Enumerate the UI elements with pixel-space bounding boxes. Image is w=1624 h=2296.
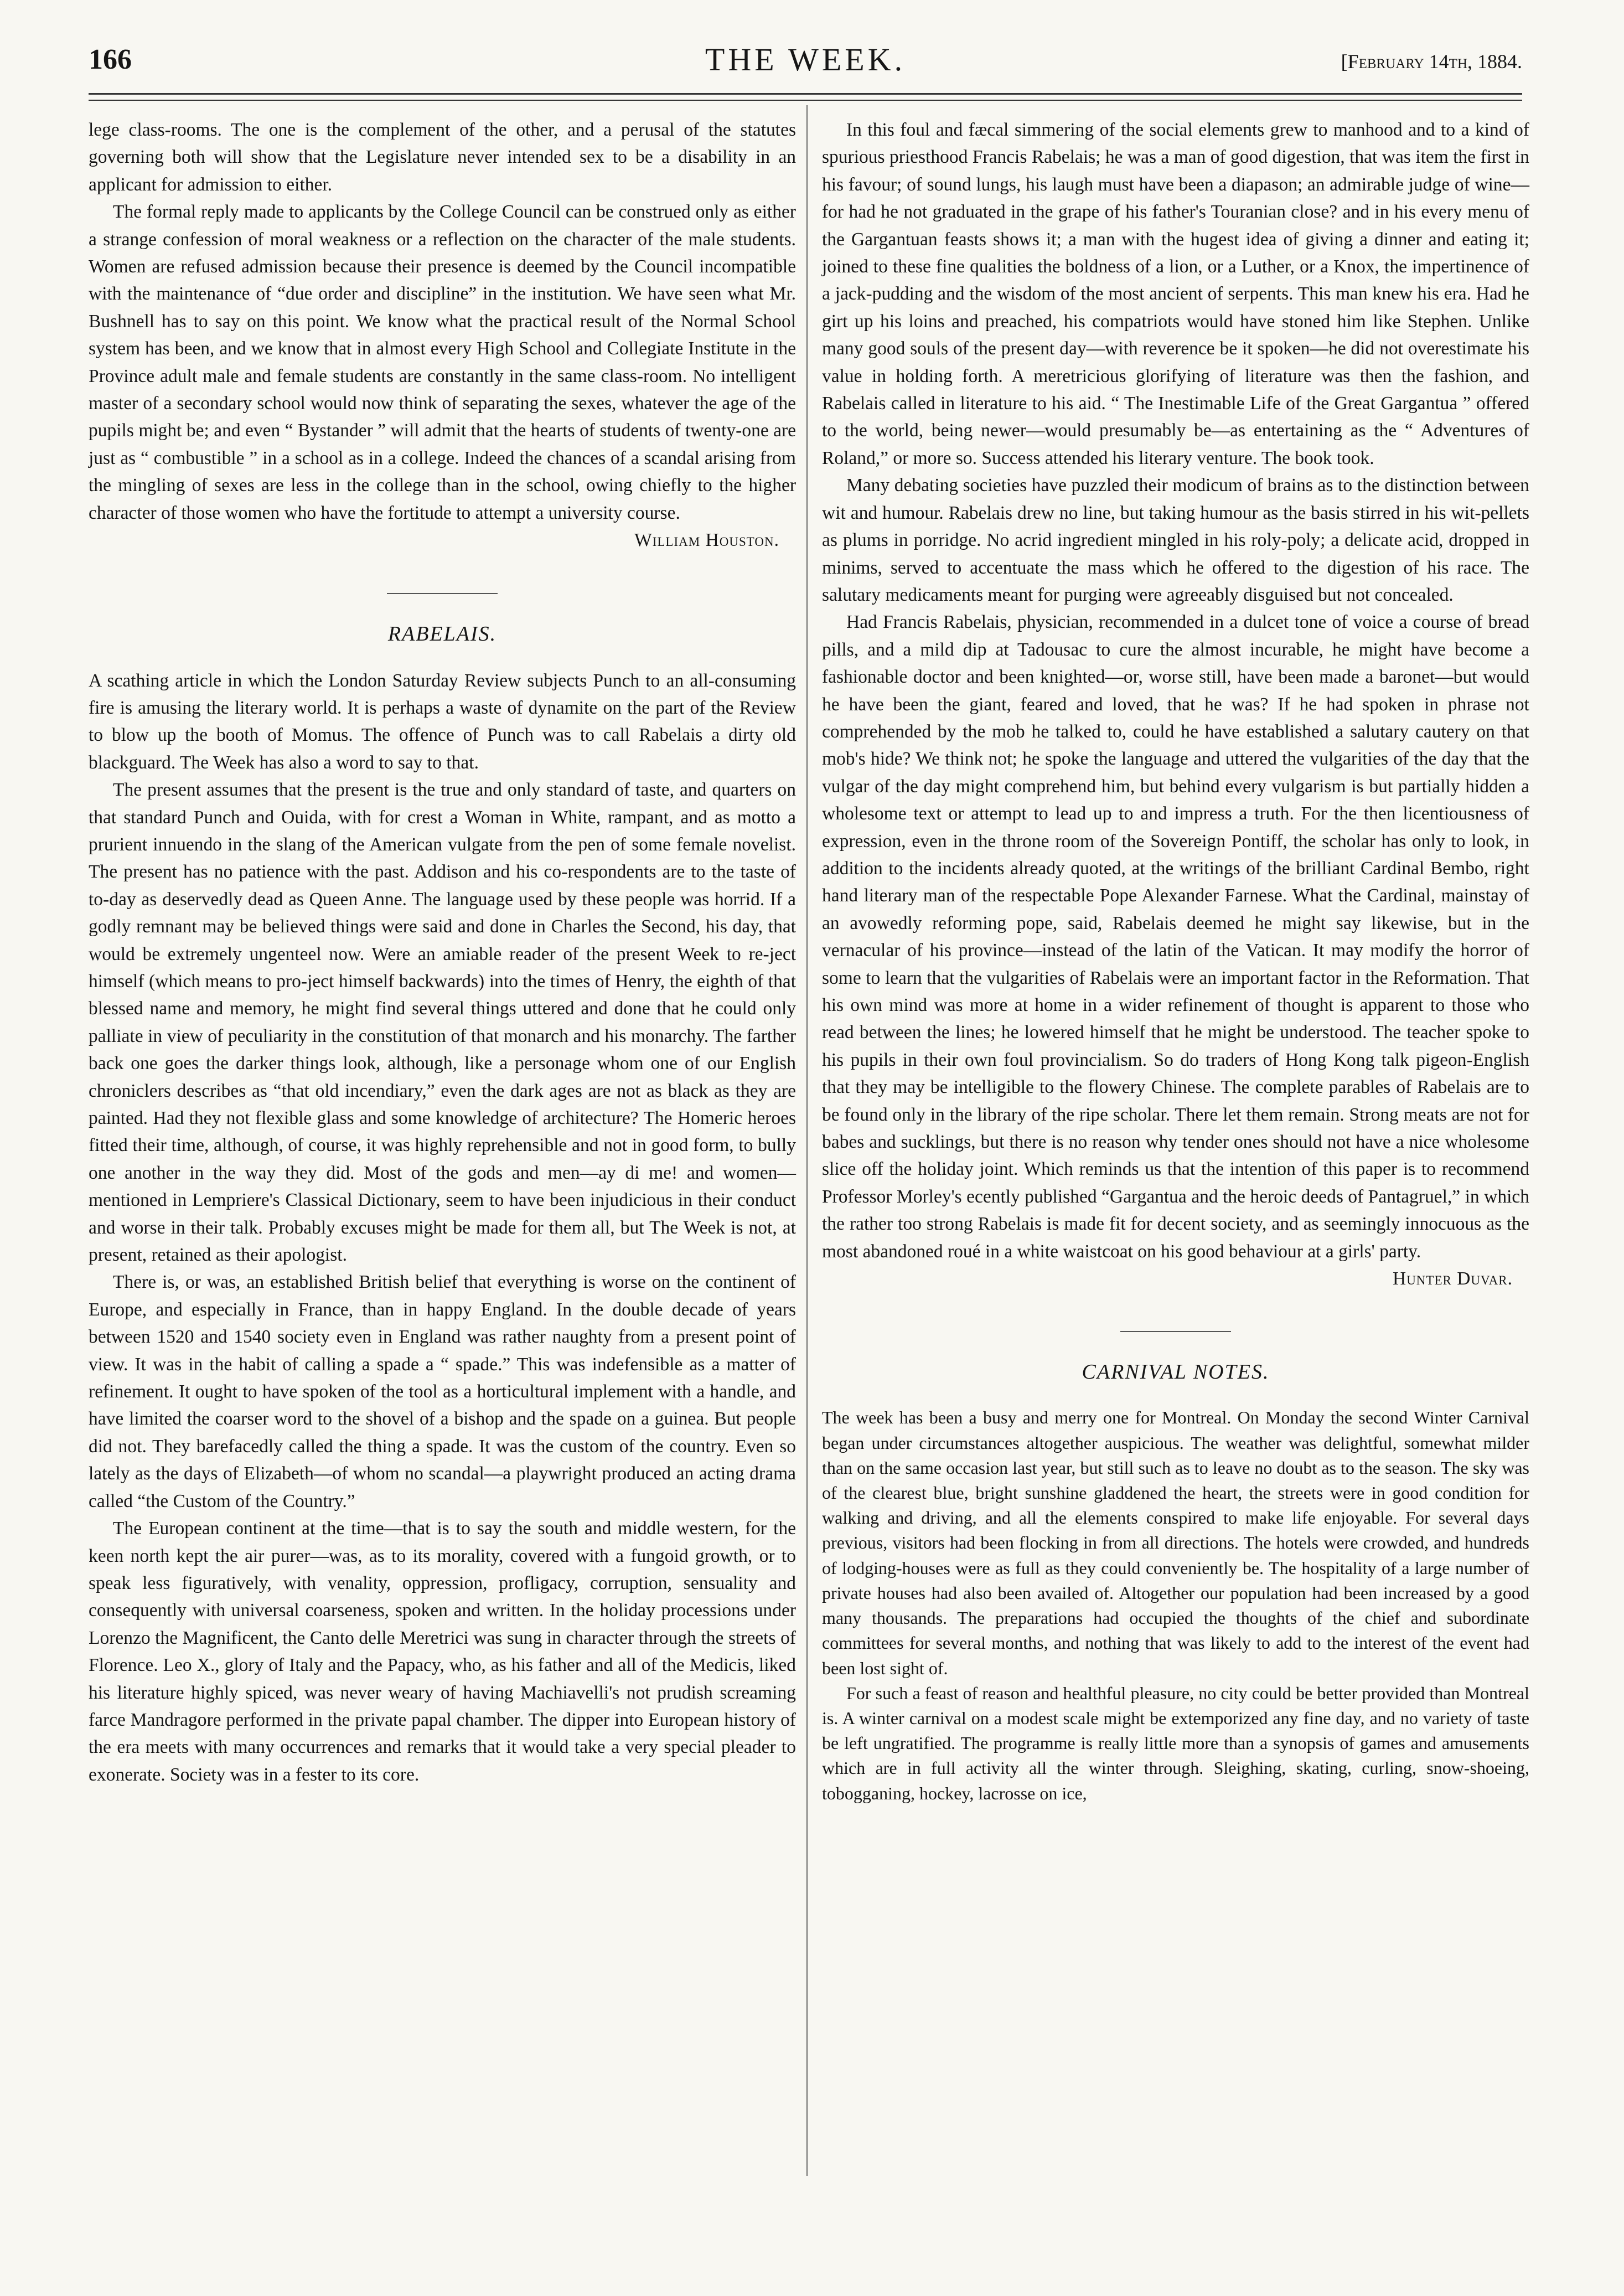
carnival-article-body [822,1405,1529,1805]
masthead-title: THE WEEK. [705,42,906,78]
section-separator [1120,1331,1231,1332]
rabelais-paragraph: In this foul and fæcal simmering of the social elements grew to manhood and to a kind of spurious priesthood Francis Rabelais; he was a man of good digestion, that was item the first in his favour; of sound lungs, his laugh must have been a diapason; an admirable judge of wine—for had he not graduated in the grape of his father's Touranian close? and in his every menu of the Gargantuan feasts shows it; a man with the hugest idea of giving a dinner and eating it; joined to these fine qualities the boldness of a lion, or a Luther, or a Knox, the impertinence of a jack-pudding and the wisdom of the most ancient of serpents. This man knew his era. Had he girt up his loins and preached, his compatriots would have stoned him like Stephen. Unlike many good souls of the present day—with reverence be it spoken—he did not overestimate his value in holding forth. A meretricious glorifying of literature was then the fashion, and Rabelais called in literature to his aid. “ The Inestimable Life of the Great Gargantua ” offered to the world, being newer—would presumably be—as entertaining as the “ Adventures of Roland,” or more so. Success attended his literary venture. The book took. [822,120,1529,468]
article-continuation-paragraph: lege class-rooms. The one is the complement of the other, and a perusal of the statutes governing both will show that the Legislature never intended sex to be a disability in an applicant for admission to either. [89,120,796,195]
issue-date: [February 14th, 1884. [1341,50,1522,73]
rabelais-paragraph: Many debating societies have puzzled their modicum of brains as to the distinction between wit and humour. Rabelais drew no line, but taking humour as the basis stirred in his wit-pellets as plums in porridge. No acrid ingredient mingled in his roly-poly; a delicate acid, dropped in minims, served to accentuate the mass which he offered to the digestion of his race. The salutary medicaments meant for purging were agreeably disguised but not concealed. [822,475,1529,605]
author-signature: William Houston. [634,530,779,551]
column-divider [806,105,808,2176]
author-signature: Hunter Duvar. [1393,1268,1513,1289]
signature-line [822,1265,1529,1292]
rabelais-paragraph: The present assumes that the present is the true and only standard of taste, and quarters on that standard Punch and Ouida, with for crest a Woman in White, rampant, and as motto a prurient innuendo in the slang of the American vulgate from the pen of some female novelist. The present has no patience with the past. Addison and his co-respondents are to the taste of to-day as deservedly dead as Queen Anne. The language used by these people was horrid. If a godly remnant may be believed things were said and done in Charles the Second, his day, that would be extremely ungenteel now. Were an amiable reader of the present Week to re-ject himself (which means to pro-ject himself backwards) into the times of Henry, the eighth of that blessed name and memory, he might find several things uttered and done that he could only palliate in view of peculiarity in the constitution of that monarch and his monarchy. The farther back one goes the darker things look, although, like a personage whom one of our English chroniclers describes as “that old incendiary,” even the dark ages are not as black as they are painted. Had they not flexible glass and some knowledge of architecture? The Homeric heroes fitted their time, although, of course, it was highly reprehensible and not in good form, to bully one another in the way they did. Most of the gods and men—ay di me! and women—mentioned in Lempriere's Classical Dictionary, seem to have been injudicious in their conduct and worse in their talk. Probably excuses might be made for them all, but The Week is not, at present, retained as their apologist. [89,780,796,1266]
rabelais-paragraph: The European continent at the time—that is to say the south and middle western, for the keen north kept the air purer—was, as to its morality, covered with a fungoid growth, or to speak less figuratively, with venality, oppression, profligacy, corruption, sensuality and consequently with universal coarseness, spoken and written. In the holiday processions under Lorenzo the Magnificent, the Canto delle Meretrici was sung in character through the streets of Florence. Leo X., glory of Italy and the Papacy, who, as his father and all of the Medicis, liked his literature highly spiced, was never weary of having Machiavelli's not prudish screaming farce Mandragore performed in the private papal chamber. The dipper into European history of the era meets with many occurrences and remarks that it would take a very special pleader to exonerate. Society was in a fester to its core. [89,1518,796,1785]
rabelais-paragraph: There is, or was, an established British belief that everything is worse on the continent of Europe, and especially in France, than in happy England. In the double decade of years between 1520 and 1540 society even in England was rather naughty from a present point of view. It was in the habit of calling a spade a “ spade.” This was indefensible as a matter of refinement. It ought to have spoken of the tool as a horticultural implement with a handle, and have limited the coarser word to the shovel of a bishop and the spade on a guinea. But people did not. They barefacedly called the thing a spade. It was the custom of the country. Even so lately as the days of Elizabeth—of whom no scandal—a playwright produced an acting drama called “the Custom of the Country.” [89,1272,796,1511]
right-column [822,116,1529,1806]
page-header [89,43,1522,82]
signature-line [89,527,796,554]
rabelais-paragraph: A scathing article in which the London Saturday Review subjects Punch to an all-consuming fire is amusing the literary world. It is perhaps a waste of dynamite on the part of the Review to blow up the booth of Momus. The offence of Punch was to call Rabelais a dirty old blackguard. The Week has also a word to say to that. [89,670,796,773]
carnival-paragraph: For such a feast of reason and healthful pleasure, no city could be better provided than Montreal is. A winter carnival on a modest scale might be extemporized any fine day, and no variety of taste be left ungratified. The programme is really little more than a synopsis of games and amusements which are in full activity all the winter through. Sleighing, skating, curling, snow-shoeing, tobogganing, hockey, lacrosse on ice, [822,1683,1529,1803]
header-rule [89,93,1522,101]
left-column [89,116,796,1788]
article-title-carnival: CARNIVAL NOTES. [1082,1360,1270,1384]
carnival-paragraph: The week has been a busy and merry one for Montreal. On Monday the second Winter Carnival began under circumstances altogether auspicious. The weather was delightful, somewhat milder than on the same occasion last year, but still such as to leave no doubt as to the season. The sky was of the clearest blue, bright sunshine gladdened the heart, the streets were in good condition for walking and driving, and all the elements conspired to make life enjoyable. For several days previous, visitors had been flocking in from all directions. The hotels were crowded, and hundreds of lodging-houses were as full as they could conveniently be. The hospitality of a large number of private houses had also been availed of. Altogether our population had been increased by a good many thousands. The preparations had occupied the thoughts of the chief and subordinate committees for several months, and nothing that was likely to add to the interest of the event had been lost sight of. [822,1407,1529,1678]
rabelais-paragraph: Had Francis Rabelais, physician, recommended in a dulcet tone of voice a course of bread pills, and a mild dip at Tadousac to cure the almost incurable, he might have become a fashionable doctor and been knighted—or, worse still, have been made a baronet—but would he have been the giant, feared and loved, that he was? If he had spoken in phrase not comprehended by the mob he talked to, could he have established a salutary cautery on that mob's hide? We think not; he spoke the language and uttered the vulgarities of the day that the vulgar of the day might comprehend him, but behind every vulgarism is but partially hidden a wholesome text or attempt to lead up to and impress a truth. For the then licentiousness of expression, even in the throne room of the Sovereign Pontiff, the scholar has only to look, in addition to the incidents already quoted, at the writings of the brilliant Cardinal Bembo, right hand literary man of the respectable Pope Alexander Farnese. What the Cardinal, mainstay of an avowedly reforming pope, said, Rabelais deemed he might say likewise, but in the vernacular of his province—instead of the latin of the Vatican. It may modify the horror of some to learn that the vulgarities of Rabelais were an important factor in the Reformation. That his own mind was more at home in a wider refinement of thought is apparent to those who read between the lines; he lowered himself that he might be understood. The teacher spoke to his pupils in their own foul provincialism. So do traders of Hong Kong talk pigeon-English that they may be intelligible to the flowery Chinese. The complete parables of Rabelais are to be found only in the library of the ripe scholar. There let them remain. Strong meats are not for babes and sucklings, but there is no reason why tender ones should not have a nice wholesome slice off the holiday joint. Which reminds us that the intention of this paper is to recommend Professor Morley's ecently published “Gargantua and the heroic deeds of Pantagruel,” in which the rather too strong Rabelais is made fit for decent society, and as seemingly innocuous as the most abandoned roué in a white waistcoat on his good behaviour at a girls' party. [822,612,1529,1262]
page-number: 166 [89,44,132,75]
section-separator [387,593,498,594]
article-title-rabelais: RABELAIS. [387,622,497,646]
article-continuation-paragraph: The formal reply made to applicants by the College Council can be construed only as either a strange confession of moral weakness or a reflection on the character of the male students. Women are refused admission because their presence is deemed by the Council incompatible with the maintenance of “due order and discipline” in the institution. We have seen what Mr. Bushnell has to say on this point. We know what the practical result of the Normal School system has been, and we know that in almost every High School and Collegiate Institute in the Province adult male and female students are constantly in the same class-room. No intelligent master of a secondary school would now think of separating the sexes, whatever the age of the pupils might be; and even “ Bystander ” will admit that the hearts of students of twenty-one are just as “ combustible ” in a school as in a college. Indeed the chances of a scandal arising from the mingling of sexes are less in the college than in the school, owing chiefly to the higher character of those women who have the fortitude to attempt a university course. [89,202,796,523]
